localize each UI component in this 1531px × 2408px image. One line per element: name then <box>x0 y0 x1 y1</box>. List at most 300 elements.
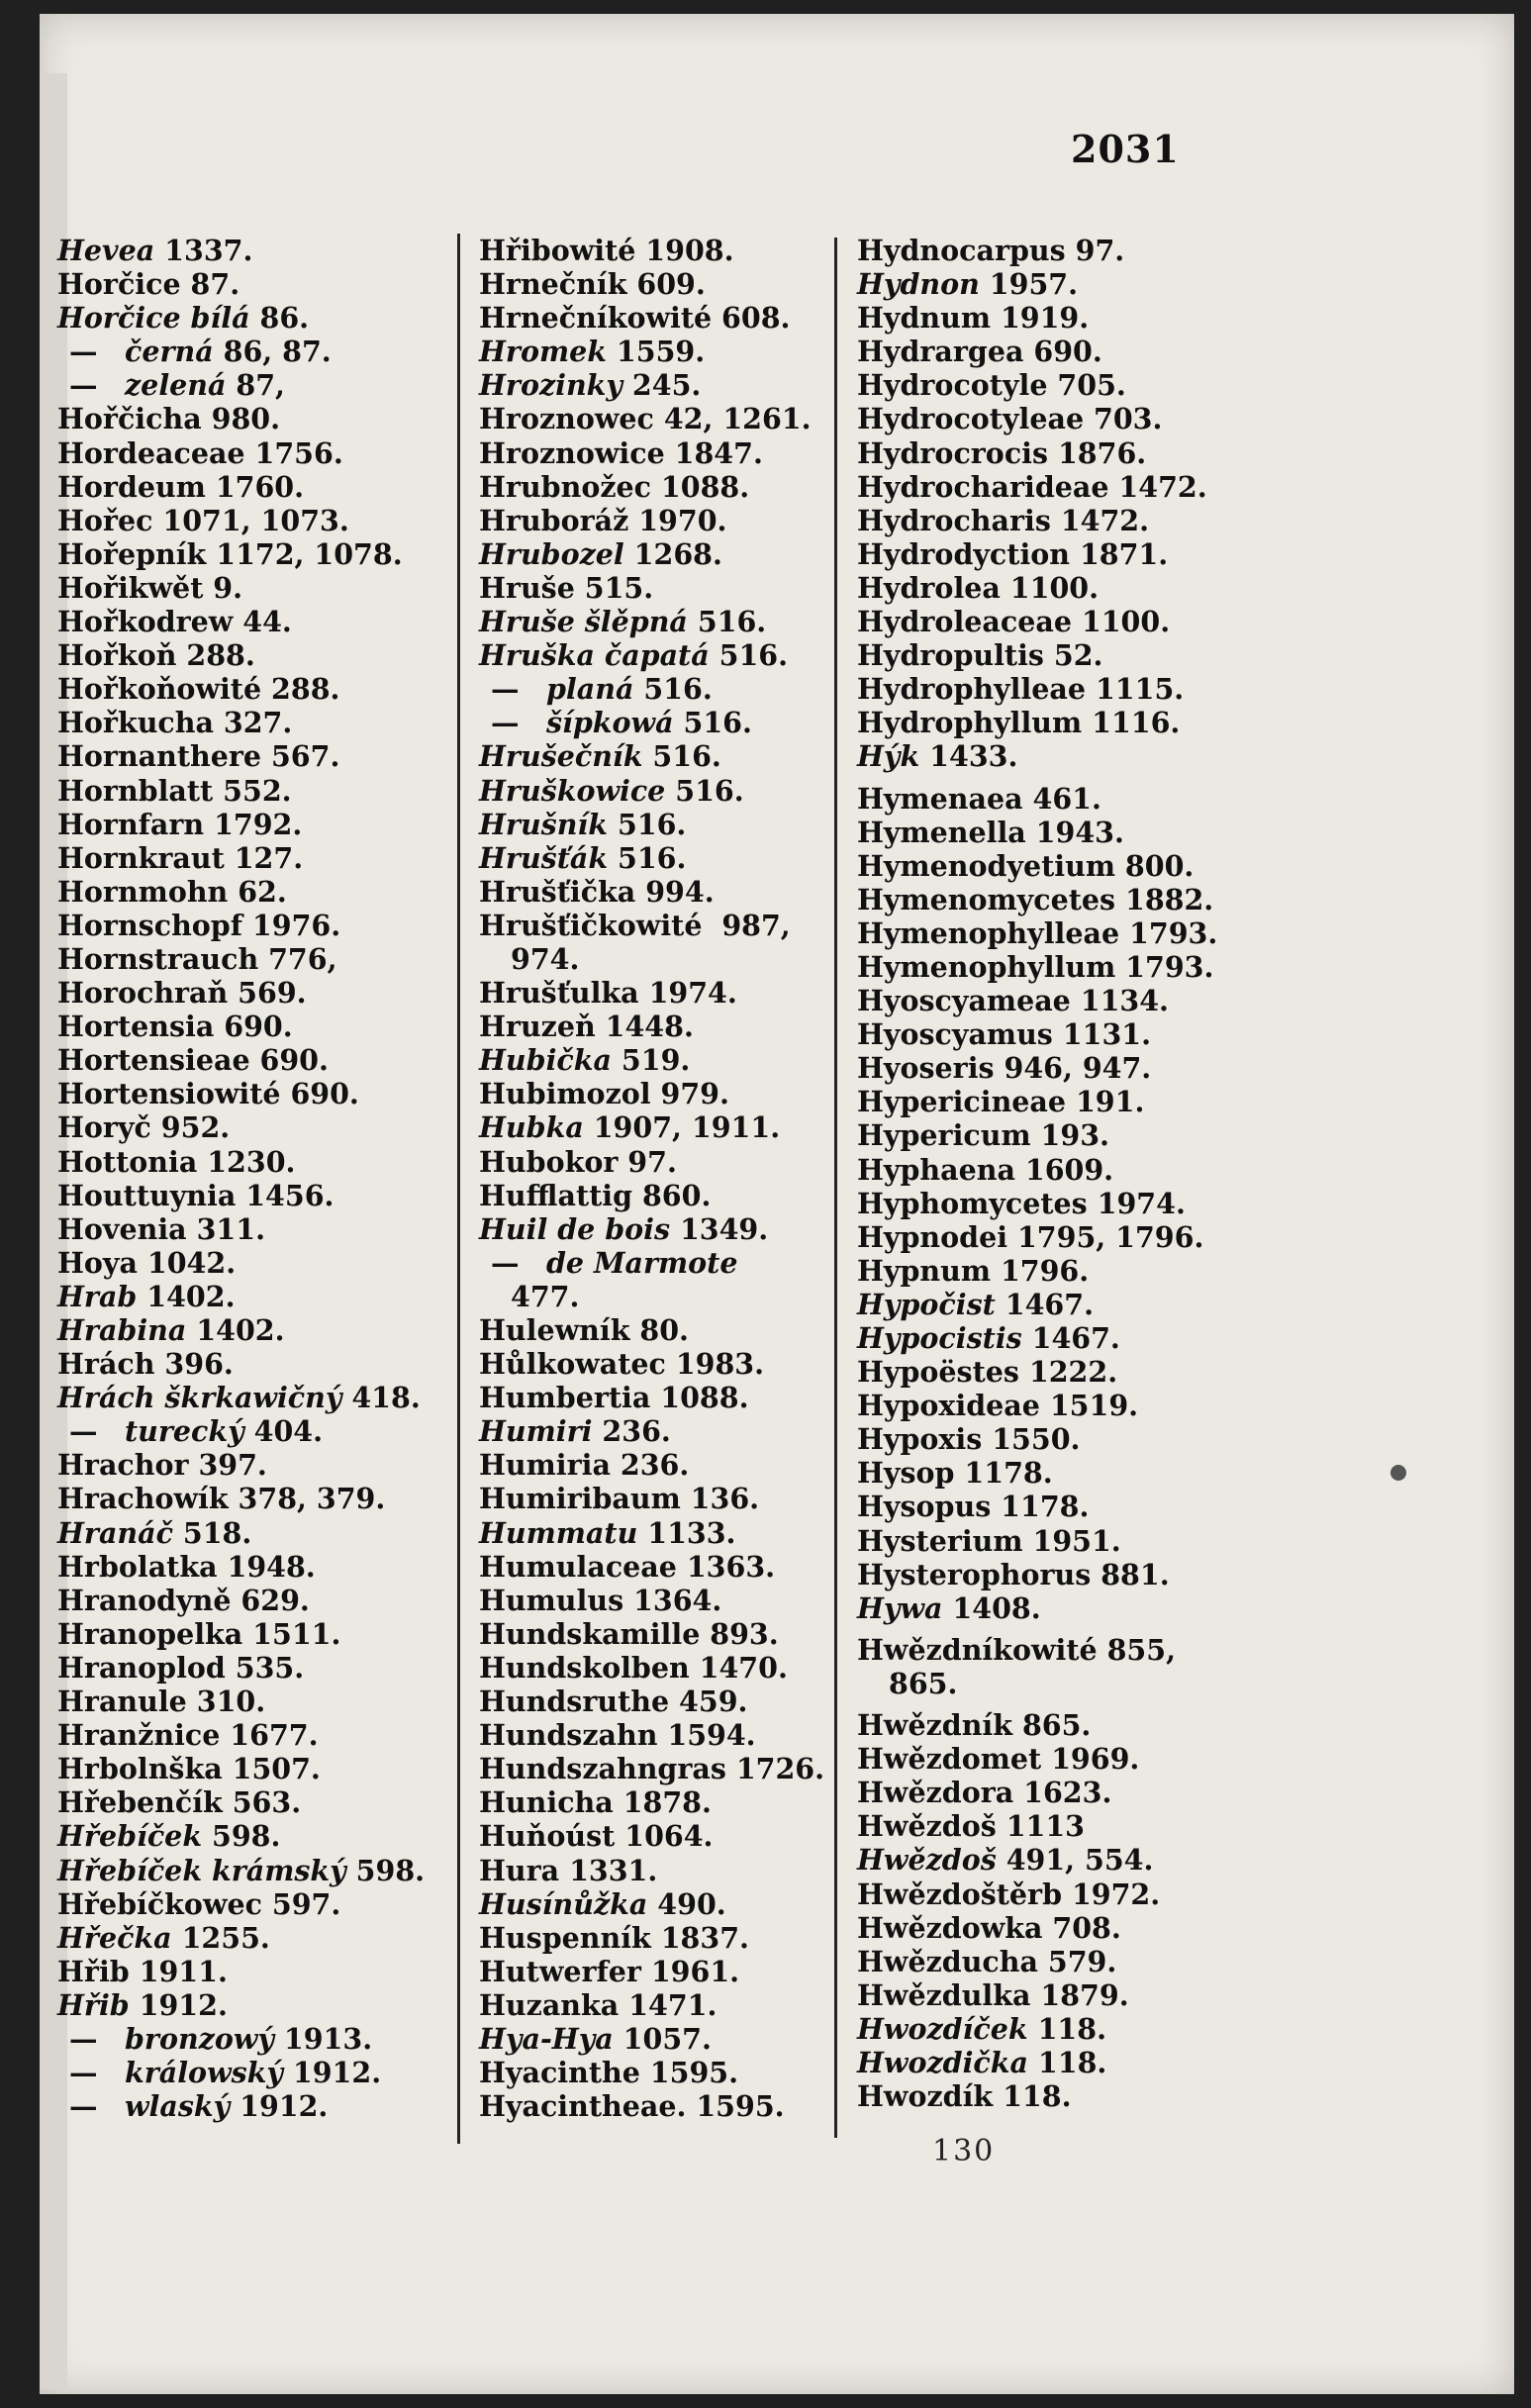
entry-term: Hydrodyction <box>857 536 1071 571</box>
entry-pages: 690. <box>280 1077 359 1111</box>
entry-term: Hýk <box>857 739 920 774</box>
index-entry <box>479 1347 875 1381</box>
entry-term: Hranopelka <box>57 1616 243 1651</box>
entry-term: Hymenodyetium <box>857 848 1115 883</box>
index-entry <box>479 1785 875 1819</box>
index-entry <box>479 234 875 267</box>
index-entry <box>857 1708 1292 1742</box>
index-entry <box>857 1945 1292 1978</box>
entry-pages: 193. <box>1030 1118 1109 1153</box>
entry-term: Hydnum <box>857 301 992 336</box>
index-entry <box>57 2022 433 2056</box>
entry-term: Hrách škrkawičný <box>57 1381 342 1415</box>
entry-pages: 418. <box>341 1381 421 1415</box>
entry-term: Hortensiowité <box>57 1077 281 1111</box>
entry-pages: 9. <box>203 570 243 605</box>
index-entry <box>479 1043 875 1077</box>
entry-pages: 1911. <box>129 1954 228 1988</box>
entry-pages: 1408. <box>942 1590 1041 1625</box>
entry-term: Hruška čapatá <box>479 638 710 673</box>
entry-pages: 191. <box>1066 1085 1145 1119</box>
entry-pages: 1623. <box>1013 1776 1112 1810</box>
entry-term: Hwozdička <box>857 2045 1028 2079</box>
entry-pages: 1349. <box>670 1211 769 1246</box>
entry-pages: 690. <box>249 1043 329 1078</box>
index-entry <box>57 1077 433 1110</box>
index-entry <box>479 1179 875 1212</box>
entry-pages: 288. <box>176 638 255 673</box>
entry-pages: 1983. <box>665 1347 765 1382</box>
index-entry <box>857 1524 1292 1558</box>
entry-term: Hruzeň <box>479 1010 596 1044</box>
entry-term: Hottonia <box>57 1144 198 1179</box>
entry-term: Hortensia <box>57 1010 215 1044</box>
entry-term: Hrabina <box>57 1313 187 1347</box>
entry-pages: 1594. <box>657 1718 756 1753</box>
index-entry <box>857 984 1292 1017</box>
entry-term: Horčice <box>57 267 181 302</box>
entry-term: Hrušečník <box>479 739 643 774</box>
entry-pages: 1064. <box>615 1819 714 1854</box>
index-entry <box>479 1381 875 1414</box>
signature-mark: 130 <box>932 2134 996 2168</box>
entry-term: Hubimozol <box>479 1077 651 1111</box>
entry-pages: 598. <box>345 1853 426 1887</box>
entry-pages: 127. <box>224 840 304 875</box>
entry-term: Hwězdora <box>857 1776 1014 1810</box>
entry-term: Hranžnice <box>57 1718 221 1753</box>
entry-term: Hoya <box>57 1245 138 1280</box>
entry-pages: 378, 379. <box>228 1482 386 1516</box>
index-entry <box>857 1118 1292 1152</box>
entry-pages: 1472. <box>1050 503 1150 537</box>
index-entry <box>857 2046 1292 2079</box>
entry-term: Hruše šlěpná <box>479 605 688 639</box>
entry-term: Hymenaea <box>857 781 1023 816</box>
index-entry <box>479 470 875 504</box>
index-entry <box>479 1718 875 1752</box>
index-entry <box>857 1742 1292 1776</box>
entry-pages: 629. <box>231 1583 310 1617</box>
entry-term: Hwězdník <box>857 1708 1013 1743</box>
entry-pages: 987, <box>702 908 791 942</box>
entry-term: Hydrolea <box>857 570 1001 605</box>
entry-pages: 855, <box>1097 1632 1177 1667</box>
index-entry <box>479 2089 875 2123</box>
entry-term: Hypericum <box>857 1118 1031 1153</box>
index-entry <box>57 1819 433 1853</box>
index-entry <box>57 537 433 571</box>
entry-term: Hortensieae <box>57 1043 250 1078</box>
entry-term: Hroznowec <box>479 402 654 436</box>
entry-term: Hyoseris <box>857 1051 995 1086</box>
index-entry <box>857 883 1292 916</box>
entry-term: Hornanthere <box>57 739 262 774</box>
entry-term: Hufflattig <box>479 1178 633 1212</box>
entry-pages: 1756. <box>244 435 343 470</box>
entry-term: Huspenník <box>479 1920 651 1955</box>
entry-pages: 136. <box>680 1482 760 1516</box>
entry-pages: 310. <box>186 1685 266 1719</box>
entry-pages: 1972. <box>1062 1877 1161 1911</box>
entry-term: Hořkodrew <box>57 605 234 639</box>
entry-term: Hubička <box>479 1043 612 1078</box>
entry-term: Humbertia <box>479 1381 651 1415</box>
entry-pages: 1472. <box>1108 469 1207 504</box>
entry-term: Hypericineae <box>857 1085 1067 1119</box>
entry-term: Hypnodei <box>857 1219 1008 1254</box>
entry-term: Hundsruthe <box>479 1685 670 1719</box>
entry-term: Hrozinky <box>479 368 622 403</box>
index-entry <box>857 1153 1292 1187</box>
entry-term: Hyacintheae. <box>479 2089 687 2124</box>
index-entry <box>57 638 433 672</box>
entry-pages: 1337. <box>154 234 253 267</box>
entry-term: Horčice bílá <box>57 301 250 336</box>
entry-pages: 62. <box>228 874 287 909</box>
entry-term: Hrušťičkowité <box>479 908 703 942</box>
index-entry <box>57 1313 433 1347</box>
index-entry <box>57 1584 433 1617</box>
index-entry <box>57 436 433 470</box>
index-entry <box>857 335 1292 368</box>
entry-term: turecký <box>125 1414 244 1449</box>
entry-pages: 1550. <box>982 1422 1081 1457</box>
entry-term: Hornschopf <box>57 908 242 942</box>
entry-term: Hrušník <box>479 807 609 841</box>
entry-term: Hrnečníkowité <box>479 301 713 336</box>
index-entry <box>857 1355 1292 1389</box>
entry-term: Hydrocharideae <box>857 469 1109 504</box>
entry-term: Hymenophyllum <box>857 949 1116 984</box>
index-entry <box>57 301 433 335</box>
index-entry <box>479 1482 875 1515</box>
index-entry <box>857 638 1292 672</box>
index-entry <box>57 1043 433 1077</box>
entry-term: Hubka <box>479 1110 584 1145</box>
index-column-3 <box>857 234 1292 2113</box>
entry-pages: 1912. <box>230 2089 329 2124</box>
entry-pages: 1974. <box>638 976 737 1011</box>
entry-pages: 397. <box>188 1448 267 1483</box>
entry-pages: 516. <box>709 638 789 673</box>
index-entry <box>857 1978 1292 2012</box>
entry-term: Hornblatt <box>57 773 214 808</box>
entry-term: Hevea <box>57 234 155 267</box>
index-entry <box>857 1843 1292 1877</box>
entry-term: Hřebíček krámský <box>57 1853 346 1887</box>
entry-pages: 893. <box>700 1616 779 1651</box>
entry-term: Hornkraut <box>57 840 225 875</box>
entry-pages: 1133. <box>637 1515 736 1550</box>
entry-pages: 245. <box>622 368 702 403</box>
entry-pages: 1255. <box>171 1920 270 1955</box>
entry-term: Hořkoňowité <box>57 672 262 707</box>
entry-term: Hydrocotyle <box>857 368 1048 403</box>
entry-term: Hulewník <box>479 1313 630 1347</box>
entry-pages: 1222. <box>1018 1355 1118 1390</box>
entry-pages: 1957. <box>979 267 1079 302</box>
entry-pages: 579. <box>1037 1944 1117 1978</box>
entry-pages: 860. <box>632 1178 712 1212</box>
entry-term: zelená <box>125 368 227 403</box>
index-entry <box>479 739 875 773</box>
entry-pages: 491, 554. <box>996 1843 1154 1878</box>
index-entry <box>857 470 1292 504</box>
entry-term: Hořkoň <box>57 638 177 673</box>
entry-term: Hwězducha <box>857 1944 1038 1978</box>
entry-term: Hura <box>479 1853 560 1887</box>
entry-term: Hordeaceae <box>57 435 245 470</box>
index-entry <box>857 234 1292 267</box>
index-entry <box>479 1077 875 1110</box>
ditto-dash: — <box>69 1414 98 1449</box>
entry-term: Hromek <box>479 335 607 369</box>
entry-term: Hřib <box>57 1954 130 1988</box>
entry-pages: 97. <box>1065 234 1125 267</box>
entry-term: Hřib <box>57 1987 130 2022</box>
index-entry <box>57 841 433 875</box>
entry-pages: 1943. <box>1025 815 1124 849</box>
index-entry <box>57 2089 433 2123</box>
entry-pages: 1876. <box>1048 435 1147 470</box>
entry-pages: 97. <box>618 1144 677 1179</box>
entry-term: králowský <box>125 2056 283 2090</box>
entry-term: Humulaceae <box>479 1549 677 1584</box>
entry-pages: 1796. <box>991 1253 1090 1288</box>
entry-pages: 1134. <box>1070 984 1169 1018</box>
entry-term: Hunicha <box>479 1785 614 1820</box>
entry-pages: 516. <box>608 807 687 841</box>
entry-pages: 1088. <box>650 1381 749 1415</box>
index-entry <box>857 1254 1292 1288</box>
index-entry <box>57 1988 433 2022</box>
entry-term: Hruše <box>479 570 575 605</box>
entry-term: Hypnum <box>857 1253 992 1288</box>
entry-pages: 1178. <box>954 1456 1053 1491</box>
ditto-dash: — <box>491 706 520 740</box>
index-entry <box>857 1911 1292 1945</box>
index-entry <box>857 1591 1292 1625</box>
entry-pages: 80. <box>629 1313 689 1347</box>
entry-pages: 800. <box>1115 848 1195 883</box>
entry-term: Hwězdowka <box>857 1910 1043 1945</box>
entry-term: Hrušťička <box>479 874 636 909</box>
index-entry <box>57 267 433 301</box>
index-entry <box>479 774 875 808</box>
entry-pages: 598. <box>202 1819 281 1854</box>
index-column-1 <box>57 234 433 2123</box>
entry-pages: 1467. <box>1021 1321 1120 1355</box>
index-entry <box>57 1482 433 1515</box>
entry-pages: 1837. <box>650 1920 749 1955</box>
entry-term: Hwězdoštěrb <box>857 1877 1063 1911</box>
entry-pages: 597. <box>261 1886 341 1921</box>
index-entry <box>57 706 433 739</box>
entry-term: Hydnocarpus <box>857 234 1066 267</box>
entry-term: planá <box>546 672 634 707</box>
ditto-dash: — <box>69 2089 98 2124</box>
entry-pages: 1470. <box>689 1650 788 1685</box>
entry-pages: 1448. <box>595 1010 694 1044</box>
entry-pages: 1057. <box>613 2021 712 2056</box>
index-entry <box>479 706 875 739</box>
entry-pages: 404. <box>243 1414 324 1449</box>
index-entry <box>57 335 433 368</box>
entry-term: Hrubnožec <box>479 469 651 504</box>
index-entry <box>857 301 1292 335</box>
index-entry <box>857 1490 1292 1523</box>
entry-pages: 703. <box>1084 402 1163 436</box>
entry-term: Hymenella <box>857 815 1026 849</box>
entry-pages: 690. <box>214 1010 293 1044</box>
entry-pages: 461. <box>1022 781 1101 816</box>
index-entry <box>57 1246 433 1280</box>
index-entry <box>479 1414 875 1448</box>
index-entry <box>857 816 1292 849</box>
entry-term: Hornfarn <box>57 807 205 841</box>
entry-pages: 1071, 1073. <box>152 503 349 537</box>
index-entry <box>857 849 1292 883</box>
index-entry <box>479 301 875 335</box>
entry-term: Horochraň <box>57 976 229 1011</box>
entry-term: Horyč <box>57 1110 151 1145</box>
entry-pages: 535. <box>225 1650 305 1685</box>
column-rule-1 <box>457 234 460 2144</box>
entry-pages: 236. <box>592 1414 671 1449</box>
index-entry <box>479 841 875 875</box>
index-entry <box>857 1085 1292 1118</box>
entry-term: Hymenophylleae <box>857 915 1120 950</box>
entry-term: Hwozdík <box>857 2079 994 2114</box>
entry-pages: 1178. <box>991 1490 1090 1524</box>
entry-pages: 552. <box>213 773 292 808</box>
entry-pages: 1113 <box>996 1809 1086 1844</box>
index-entry <box>479 1010 875 1043</box>
entry-term: Hřečka <box>57 1920 172 1955</box>
entry-term: Hrách <box>57 1347 155 1382</box>
entry-pages: 1919. <box>991 301 1090 336</box>
entry-pages: 516. <box>642 739 721 774</box>
index-entry <box>857 605 1292 638</box>
entry-pages: 1100. <box>1000 570 1100 605</box>
index-entry <box>57 1921 433 1955</box>
entry-pages: 516. <box>687 605 767 639</box>
index-entry <box>479 1854 875 1887</box>
index-entry <box>479 1752 875 1785</box>
entry-term: Hypocistis <box>857 1321 1022 1355</box>
entry-pages: 1907, 1911. <box>583 1110 781 1145</box>
entry-term: Huňoúst <box>479 1819 616 1854</box>
index-entry <box>57 976 433 1010</box>
entry-term: Hysop <box>857 1456 955 1491</box>
index-entry <box>57 1854 433 1887</box>
entry-term: Hořec <box>57 503 153 537</box>
entry-term: Hymenomycetes <box>857 882 1116 916</box>
index-entry <box>479 1584 875 1617</box>
entry-pages: 1760. <box>205 469 305 504</box>
entry-pages: 1677. <box>220 1718 319 1753</box>
entry-pages: 1595. <box>639 2056 739 2090</box>
entry-pages: 1172, 1078. <box>206 536 403 571</box>
index-entry <box>479 1246 875 1280</box>
entry-pages: 515. <box>574 570 654 605</box>
entry-pages: 1609. <box>1014 1152 1114 1187</box>
entry-term: wlaský <box>125 2089 231 2124</box>
index-entry <box>857 1878 1292 1911</box>
entry-pages: 979. <box>650 1077 729 1111</box>
entry-pages: 42, 1261. <box>653 402 812 436</box>
index-entry <box>57 234 433 267</box>
entry-term: Hůlkowatec <box>479 1347 666 1382</box>
page-number: 2031 <box>1071 127 1180 171</box>
entry-pages: 44. <box>233 605 292 639</box>
index-entry <box>479 605 875 638</box>
index-entry <box>479 1516 875 1550</box>
entry-term: Hrachowík <box>57 1482 229 1516</box>
entry-pages: 396. <box>154 1347 234 1382</box>
entry-pages: 1951. <box>1022 1523 1121 1558</box>
index-entry <box>857 1389 1292 1422</box>
index-entry <box>857 1558 1292 1591</box>
entry-pages: 1969. <box>1041 1742 1140 1777</box>
entry-term: Hydropultis <box>857 638 1044 673</box>
index-entry <box>479 1685 875 1718</box>
index-entry <box>857 1456 1292 1490</box>
entry-term: Hřebenčík <box>57 1785 223 1820</box>
entry-term: Humulus <box>479 1583 624 1617</box>
index-entry <box>857 2012 1292 2046</box>
entry-pages: 1116. <box>1082 706 1181 740</box>
entry-term: Hořčicha <box>57 402 202 436</box>
entry-pages: 1100. <box>1071 605 1171 639</box>
index-entry <box>857 1667 1292 1700</box>
entry-term: Hřibowité <box>479 234 636 267</box>
index-entry <box>479 909 875 942</box>
entry-pages: 1726. <box>725 1752 825 1786</box>
entry-pages: 519. <box>611 1043 691 1078</box>
entry-pages: 1511. <box>242 1616 341 1651</box>
entry-pages: 1519. <box>1039 1389 1139 1423</box>
ditto-dash: — <box>69 335 98 369</box>
index-entry <box>479 1819 875 1853</box>
entry-term: Hřebíček <box>57 1819 203 1854</box>
entry-pages: 118. <box>993 2079 1072 2114</box>
ditto-dash: — <box>491 672 520 707</box>
index-entry <box>857 537 1292 571</box>
entry-pages: 490. <box>647 1886 726 1921</box>
index-entry <box>479 1145 875 1179</box>
index-entry <box>57 942 433 976</box>
entry-term: Hydrargea <box>857 335 1024 369</box>
entry-term: Hořepník <box>57 536 207 571</box>
entry-term: Hranule <box>57 1685 187 1719</box>
index-entry <box>57 1550 433 1584</box>
index-entry <box>479 1651 875 1685</box>
entry-pages: 1912. <box>129 1987 228 2022</box>
index-entry <box>57 402 433 435</box>
index-entry <box>57 605 433 638</box>
entry-term: Hyphaena <box>857 1152 1015 1187</box>
entry-term: Hywa <box>857 1590 943 1625</box>
index-entry <box>857 504 1292 537</box>
entry-term: Hydrophylleae <box>857 672 1087 707</box>
entry-pages: 1402. <box>137 1279 236 1313</box>
entry-term: Hořkucha <box>57 706 214 740</box>
entry-term: Hydrophyllum <box>857 706 1083 740</box>
index-entry <box>857 267 1292 301</box>
index-entry <box>479 638 875 672</box>
